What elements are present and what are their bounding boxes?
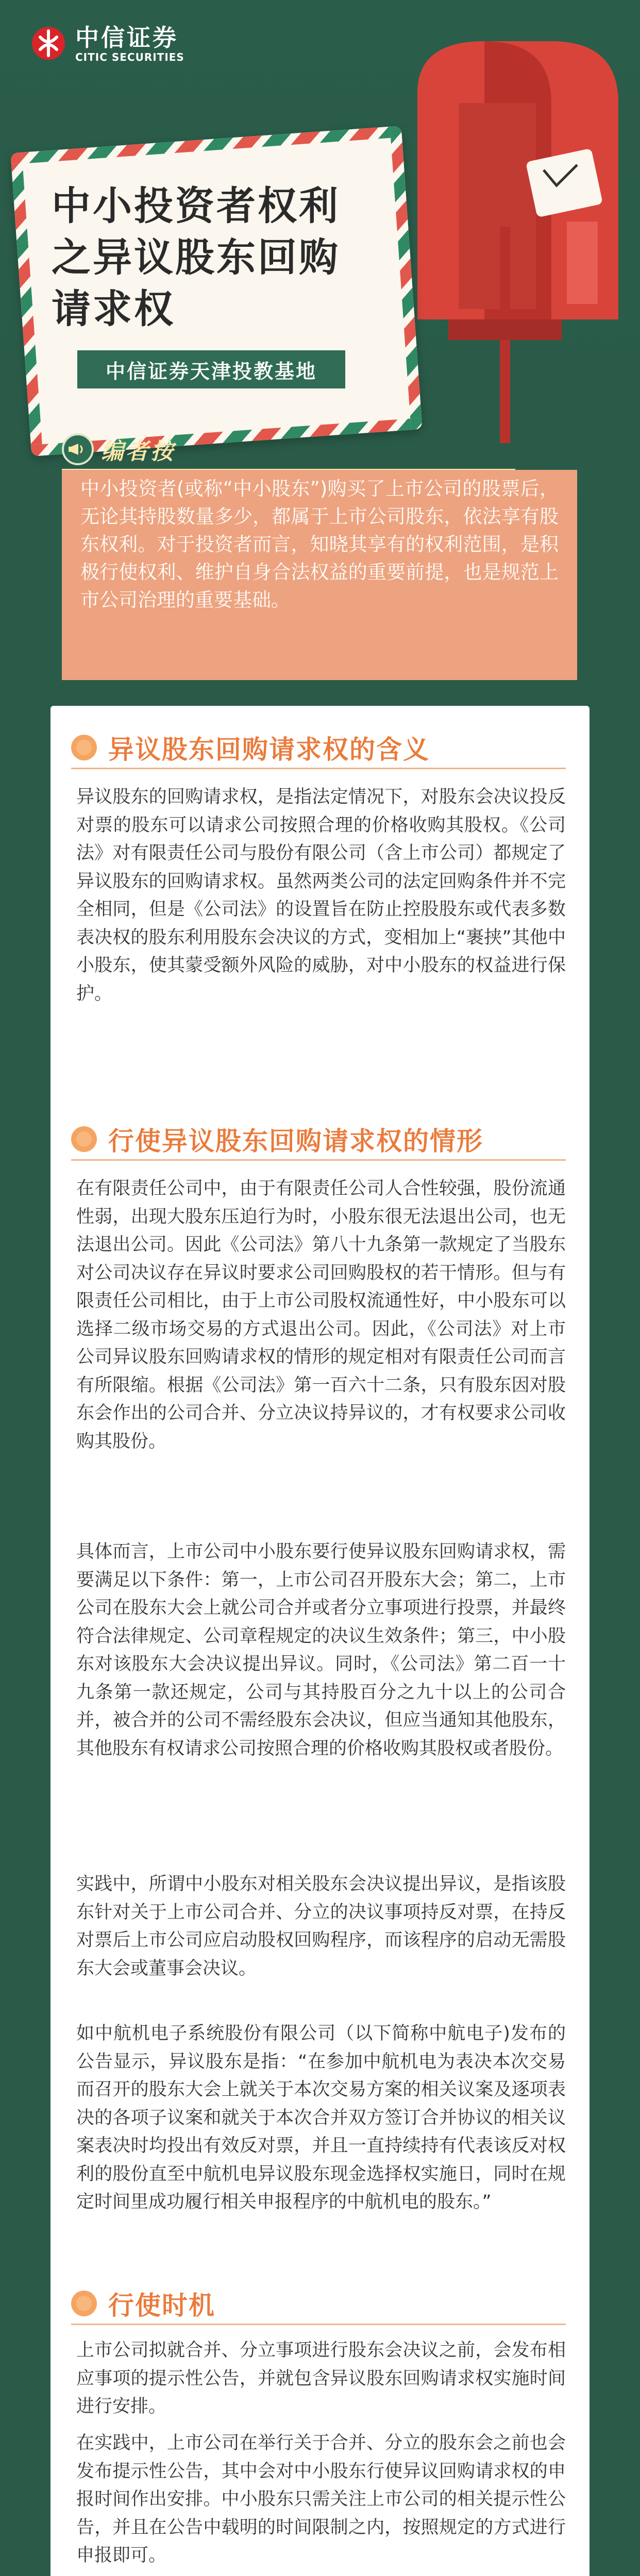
section-2-paragraph-1: 在有限责任公司中，由于有限责任公司人合性较强，股份流通性弱，出现大股东压迫行为时，小股东很无法退出公司，也无法退出公司。因此《公司法》第八十九条第一款规定了当股东对公司决议存在异议时要求公司回购股权的若干情形。但与有限责任公司相比，由于上市公司股权流通性好，中小股东可以选择二级市场交易的方式退出公司。因此，《公司法》对上市公司异议股东回购请求权的情形的规定相对有限责任公司而言有所限缩。根据《公司法》第一百六十二条，只有股东因对股东会作出的公司合并、分立决议持异议的，才有权要求公司收购其股份。 — [76, 1178, 566, 1452]
divider — [71, 768, 566, 769]
megaphone-icon — [62, 433, 94, 465]
dot-icon — [71, 2291, 97, 2316]
title-tag: 中信证券天津投教基地 — [77, 350, 345, 388]
dot-icon — [71, 1126, 97, 1152]
editor-note-label: 编者按 — [101, 438, 175, 465]
section-2-header — [71, 1121, 483, 1158]
content-card — [50, 706, 590, 2576]
title-line-3: 请求权 — [52, 286, 175, 332]
section-3-header — [71, 2285, 215, 2322]
section-3-paragraph-2: 在实践中，上市公司在举行关于合并、分立的股东会之前也会发布提示性公告，其中会对中小股东行使异议回购请求权的申报时间作出安排。中小股东只需关注上市公司的相关提示性公告，并且在公告中载明的时间限制之内，按照规定的方式进行申报即可。 — [76, 2433, 566, 2566]
title-line-1: 中小投资者权利 — [52, 183, 340, 229]
section-1-title: 异议股东回购请求权的含义 — [108, 735, 430, 765]
brand-logo — [31, 24, 184, 63]
section-3-title: 行使时机 — [108, 2291, 215, 2320]
section-2-paragraph-3: 实践中，所谓中小股东对相关股东会决议提出异议，是指该股东针对关于上市公司合并、分立的决议事项持反对票，在持反对票后上市公司应启动股权回购程序，而该程序的启动无需股东大会或董事会决议。 — [76, 1874, 566, 1979]
section-2-paragraph-2: 具体而言，上市公司中小股东要行使异议股东回购请求权，需要满足以下条件：第一，上市公司召开股东大会；第二，上市公司在股东大会上就公司合并或者分立事项进行投票，并最终符合法律规定、公司章程规定的决议生效条件；第三，中小股东对该股东大会决议提出异议。同时，《公司法》第二百一十九条第一款还规定，公司与其持股百分之九十以上的公司合并，被合并的公司不需经股东会决议，但应当通知其他股东，其他股东有权请求公司按照合理的价格收购其股权或者股份。 — [76, 1541, 566, 1759]
editor-note-header — [62, 433, 175, 466]
brand-name-cn: 中信证券 — [75, 24, 178, 52]
section-1-paragraph-1: 异议股东的回购请求权，是指法定情况下，对股东会决议投反对票的股东可以请求公司按照合理的价格收购其股权。《公司法》对有限责任公司与股份有限公司（含上市公司）都规定了异议股东的回购请求权。虽然两类公司的法定回购条件并不完全相同，但是《公司法》的设置旨在防止控股股东或代表多数表决权的股东利用股东会决议的方式，变相加上“裹挟”其他中小股东，使其蒙受额外风险的威胁，对中小股东的权益进行保护。 — [76, 787, 566, 1004]
brand-name-en: CITIC SECURITIES — [75, 51, 184, 63]
divider — [71, 2324, 566, 2325]
editor-note-text: 中小投资者(或称“中小股东”)购买了上市公司的股票后，无论其持股数量多少，都属于上市公司股东，依法享有股东权利。对于投资者而言，知晓其享有的权利范围，是积极行使权利、维护自身合法权益的重要前提，也是规范上市公司治理的重要基础。 — [62, 470, 577, 680]
section-2-title: 行使异议股东回购请求权的情形 — [108, 1126, 483, 1156]
section-3-paragraph-1: 上市公司拟就合并、分立事项进行股东会决议之前，会发布相应事项的提示性公告，并就包含异议股东回购请求权实施时间进行安排。 — [76, 2340, 566, 2417]
title-line-2: 之异议股东回购 — [52, 234, 340, 280]
dot-icon — [71, 735, 97, 760]
citic-logo-icon — [31, 26, 66, 61]
section-2-paragraph-4: 如中航机电子系统股份有限公司（以下简称中航电子)发布的公告显示，异议股东是指：“在参加中航机电为表决本次交易而召开的股东大会上就关于本次交易方案的相关议案及逐项表决的各项子议案和就关于本次合并双方签订合并协议的相关议案表决时均投出有效反对票，并且一直持续持有代表该反对权利的股份直至中航机电异议股东现金选择权实施日，同时在规定时间里成功履行相关申报程序的中航机电的股东。” — [76, 2023, 566, 2212]
page-title — [52, 180, 361, 335]
section-1-header — [71, 729, 430, 766]
divider — [71, 1159, 566, 1161]
